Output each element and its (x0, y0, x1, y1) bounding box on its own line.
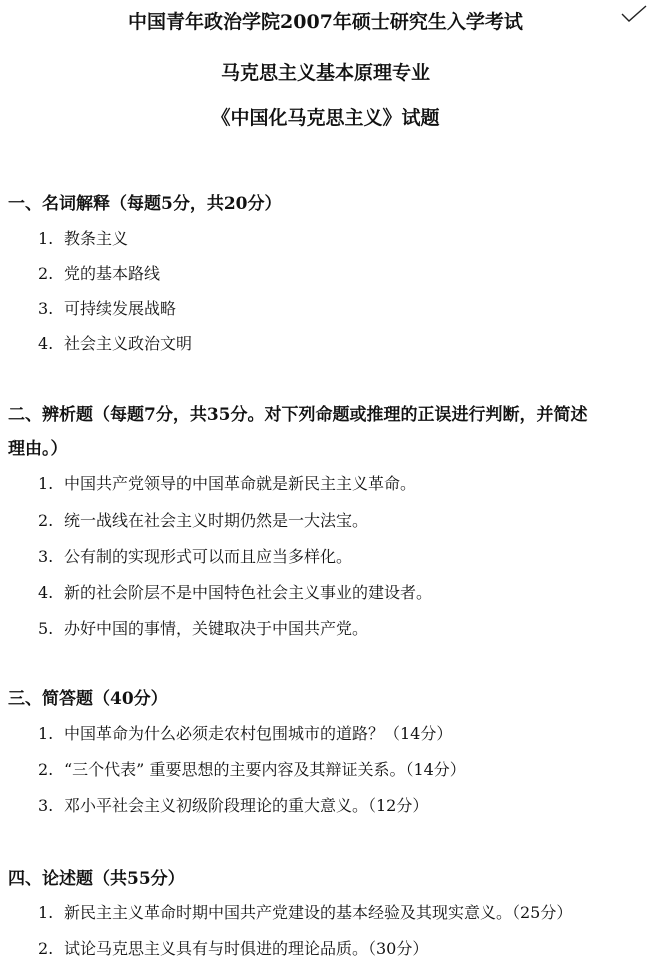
question-item: 1. 新民主主义革命时期中国共产党建设的基本经验及其现实意义。（25分） (38, 903, 573, 922)
question-item: 1. 教条主义 (38, 229, 129, 248)
question-item: 4. 新的社会阶层不是中国特色社会主义事业的建设者。 (38, 583, 433, 602)
question-item: 3. 可持续发展战略 (38, 299, 177, 318)
exam-title: 中国青年政治学院2007年硕士研究生入学考试 (128, 11, 523, 33)
section-heading-2: 二、辨析题（每题7分，共35分。对下列命题或推理的正误进行判断，并简述 (8, 405, 588, 425)
question-item: 2. 党的基本路线 (38, 264, 161, 283)
question-item: 3. 公有制的实现形式可以而且应当多样化。 (38, 547, 353, 566)
question-item: 2. “三个代表” 重要思想的主要内容及其辩证关系。（14分） (38, 760, 466, 779)
question-item: 1. 中国共产党领导的中国革命就是新民主主义革命。 (38, 474, 417, 493)
question-item: 3. 邓小平社会主义初级阶段理论的重大意义。（12分） (38, 796, 429, 815)
question-item: 4. 社会主义政治文明 (38, 334, 193, 353)
question-item: 2. 统一战线在社会主义时期仍然是一大法宝。 (38, 511, 369, 530)
question-item: 1. 中国革命为什么必须走农村包围城市的道路？（14分） (38, 724, 453, 743)
exam-major: 马克思主义基本原理专业 (220, 62, 430, 84)
section-heading-3: 三、简答题（40分） (8, 689, 168, 709)
section-heading-1: 一、名词解释（每题5分，共20分） (8, 194, 282, 214)
question-item: 5. 办好中国的事情，关键取决于中国共产党。 (38, 619, 369, 638)
section-heading-4: 四、论述题（共55分） (8, 869, 185, 889)
question-item: 2. 试论马克思主义具有与时俱进的理论品质。（30分） (38, 939, 429, 958)
exam-subject: 《中国化马克思主义》试题 (211, 107, 440, 129)
section-heading-2-continued: 理由。） (8, 439, 68, 459)
